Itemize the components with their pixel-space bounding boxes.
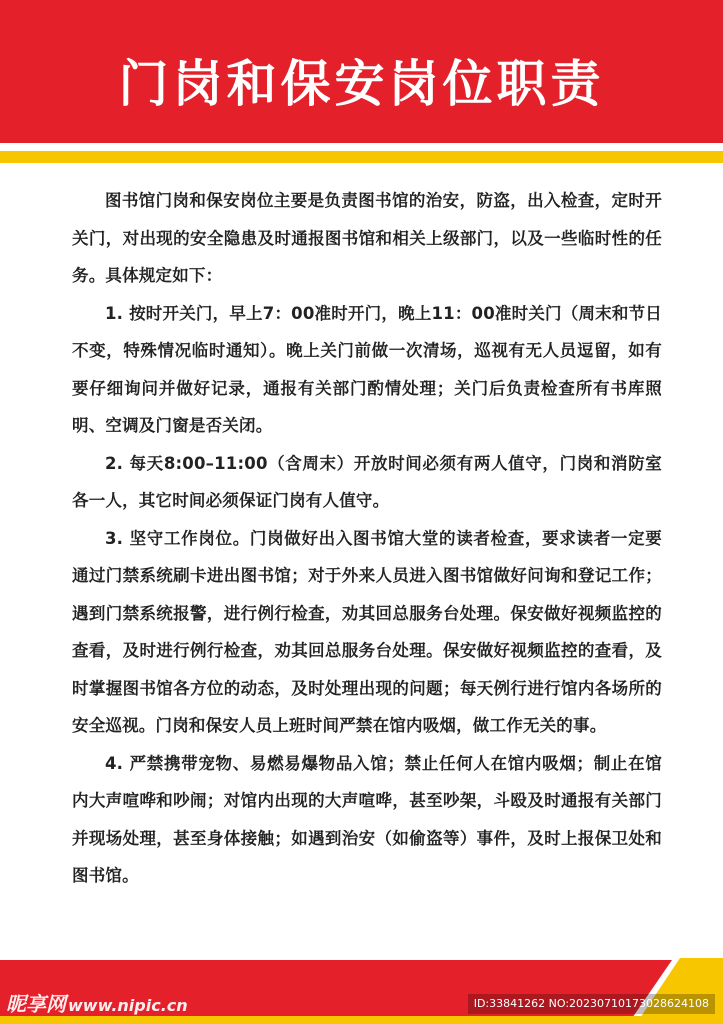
header-yellow-stripe (0, 151, 723, 163)
paragraph-rule-2: 2. 每天8:00–11:00（含周末）开放时间必须有两人值守，门岗和消防室各一人，其它时间必须保证门岗有人值守。 (72, 453, 662, 510)
document-body (72, 182, 662, 895)
watermark-id: ID:33841262 NO:20230710173028624108 (468, 994, 715, 1014)
page-title: 门岗和保安岗位职责 (118, 55, 605, 113)
watermark-site: www.nipic.cn (68, 996, 188, 1015)
header-banner (0, 0, 723, 143)
paragraph-rule-3: 3. 坚守工作岗位。门岗做好出入图书馆大堂的读者检查，要求读者一定要通过门禁系统刷卡进出图书馆；对于外来人员进入图书馆做好问询和登记工作；遇到门禁系统报警，进行例行检查，劝其回总服务台处理。保安做好视频监控的查看，及时进行例行检查，劝其回总服务台处理。保安做好视频监控的查看，及时掌握图书馆各方位的动态，及时处理出现的问题；每天例行进行馆内各场所的安全巡视。门岗和保安人员上班时间严禁在馆内吸烟，做工作无关的事。 (72, 528, 662, 735)
paragraph-rule-1: 1. 按时开关门，早上7：00准时开门，晚上11：00准时关门（周末和节日不变，特殊情况临时通知）。晚上关门前做一次清场，巡视有无人员逗留，如有要仔细询问并做好记录，通报有关部门酌情处理；关门后负责检查所有书库照明、空调及门窗是否关闭。 (72, 303, 662, 435)
watermark-logo-text: 昵享网 (6, 992, 66, 1016)
paragraph-rule-4: 4. 严禁携带宠物、易燃易爆物品入馆；禁止任何人在馆内吸烟；制止在馆内大声喧哗和吵闹；对馆内出现的大声喧哗，甚至吵架，斗殴及时通报有关部门并现场处理，甚至身体接触；如遇到治安（如偷盗等）事件，及时上报保卫处和图书馆。 (72, 753, 662, 885)
watermark-logo (6, 992, 188, 1018)
paragraph-intro: 图书馆门岗和保安岗位主要是负责图书馆的治安，防盗，出入检查，定时开关门，对出现的安全隐患及时通报图书馆和相关上级部门，以及一些临时性的任务。具体规定如下： (72, 191, 662, 285)
